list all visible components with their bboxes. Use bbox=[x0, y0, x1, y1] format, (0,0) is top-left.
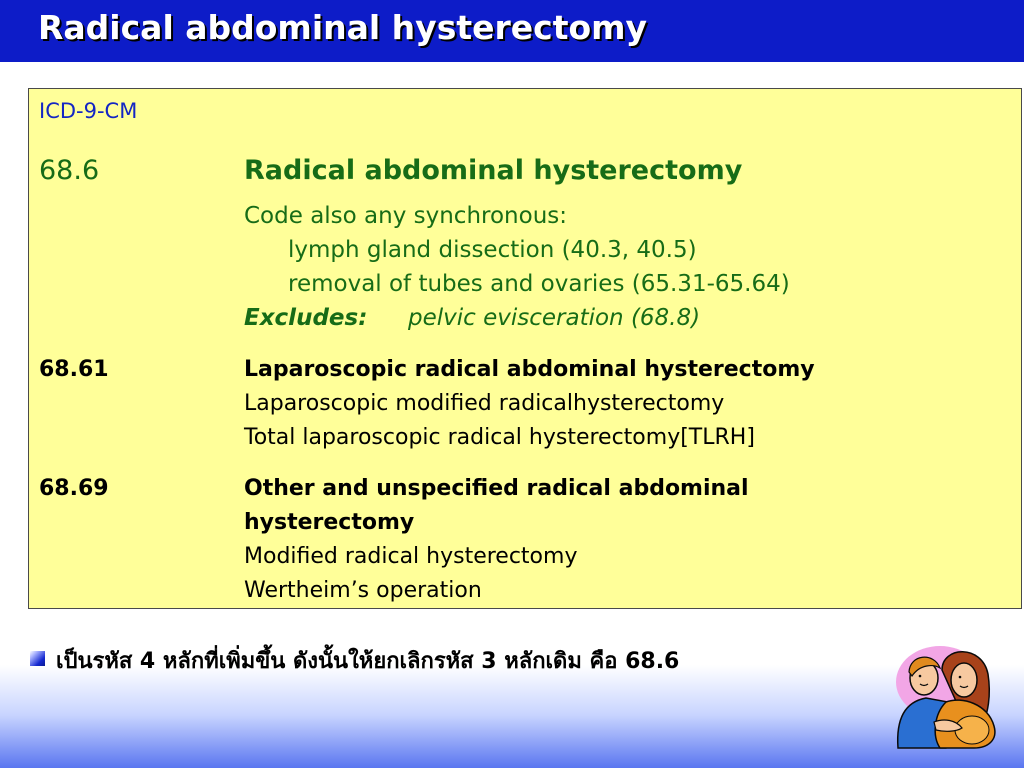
excludes-label: Excludes: bbox=[244, 305, 368, 331]
code-68-61: 68.61 bbox=[39, 357, 109, 382]
code-also-item: removal of tubes and ovaries (65.31-65.64) bbox=[288, 271, 790, 297]
title-68-6: Radical abdominal hysterectomy bbox=[244, 155, 743, 186]
footer-note: เป็นรหัส 4 หลักที่เพิ่มขึ้น ดังนั้นให้ยกเลิกรหัส 3 หลักเดิม คือ 68.6 bbox=[56, 649, 680, 674]
woman-face bbox=[951, 663, 977, 697]
inclusion-line: Modified radical hysterectomy bbox=[244, 544, 578, 569]
inclusion-line: Wertheim’s operation bbox=[244, 578, 482, 603]
title-68-61: Laparoscopic radical abdominal hysterectomy bbox=[244, 357, 815, 382]
pregnant-belly bbox=[955, 716, 989, 744]
code-68-69: 68.69 bbox=[39, 476, 109, 501]
pregnant-couple-illustration bbox=[890, 640, 1008, 750]
icd-code-box bbox=[28, 88, 1022, 609]
classification-system-label: ICD-9-CM bbox=[39, 99, 138, 123]
title-68-69-line2: hysterectomy bbox=[244, 510, 415, 535]
slide-title: Radical abdominal hysterectomy bbox=[38, 8, 648, 47]
title-68-69-line1: Other and unspecified radical abdominal bbox=[244, 476, 749, 501]
inclusion-line: Total laparoscopic radical hysterectomy[TLRH] bbox=[244, 425, 755, 450]
woman-eye bbox=[959, 676, 962, 679]
code-also-item: lymph gland dissection (40.3, 40.5) bbox=[288, 237, 697, 263]
man-eye bbox=[919, 675, 922, 678]
excludes-text: pelvic evisceration (68.8) bbox=[408, 305, 701, 331]
square-bullet-icon bbox=[30, 651, 45, 666]
code-68-6: 68.6 bbox=[39, 155, 100, 186]
title-bar bbox=[0, 0, 1024, 62]
code-also-note: Code also any synchronous: bbox=[244, 203, 568, 229]
inclusion-line: Laparoscopic modified radicalhysterectomy bbox=[244, 391, 725, 416]
